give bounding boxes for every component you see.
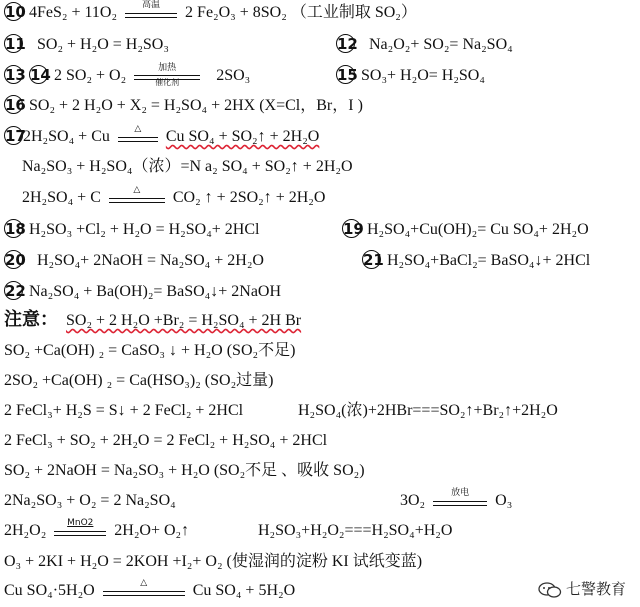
- number-badge-10: 10: [5, 3, 26, 21]
- number-badge-13: 13: [5, 66, 26, 84]
- equation-21: [362, 250, 590, 271]
- number-badge-14: 14: [30, 66, 51, 84]
- note-line-8: [4, 518, 190, 541]
- number-badge-18: 18: [5, 220, 26, 238]
- watermark: [538, 578, 626, 599]
- equation-17b: [22, 157, 353, 177]
- equation-18: [4, 219, 259, 240]
- equation-10-left: 4FeS₂ + 11O₂: [29, 4, 118, 21]
- note-equation-5: 2 FeCl₃ + SO₂ + 2H₂O = 2 FeCl₂ + H₂SO₄ + 2HCl: [4, 432, 328, 449]
- note-equation-6: SO₂ + 2NaOH = Na₂SO₃ + H₂O (SO₂不足 、吸收 SO₂): [4, 462, 365, 479]
- equation-17b-text: Na₂SO₃ + H₂SO₄（浓）=N a₂ SO₄ + SO₂↑ + 2H₂O: [22, 158, 353, 175]
- equation-20-text: H₂SO₄+ 2NaOH = Na₂SO₄ + 2H₂O: [37, 252, 264, 269]
- note-line-4: [4, 401, 243, 421]
- note-label: 注意：: [4, 309, 58, 329]
- condition-arrow: 高温: [123, 3, 179, 23]
- note-line-3: [4, 371, 273, 391]
- equation-17-right: Cu SO₄ + SO₂↑ + 2H₂O: [165, 128, 320, 145]
- note-equation-3: 2SO₂ +Ca(OH) ₂ = Ca(HSO₃)₂ (SO₂过量): [4, 372, 274, 389]
- equation-13-14: [4, 65, 250, 86]
- number-badge-21: 21: [363, 251, 384, 269]
- number-badge-19: 19: [343, 220, 364, 238]
- note-equation-1: SO₂ + 2 H₂O +Br₂ = H₂SO₄ + 2H Br: [66, 312, 302, 329]
- note-equation-4b: H₂SO₄(浓)+2HBr===SO₂↑+Br₂↑+2H₂O: [298, 402, 558, 419]
- note-equation-10-right: Cu SO₄ + 5H₂O: [192, 582, 296, 599]
- condition-arrow: △: [101, 581, 187, 601]
- watermark-text: 七警教育: [565, 580, 626, 598]
- equation-12: [336, 34, 513, 55]
- note-line-10: [4, 578, 296, 601]
- equation-15-text: SO₃+ H₂O= H₂SO₄: [361, 67, 485, 84]
- equation-12-text: Na₂O₂+ SO₂= Na₂SO₄: [369, 36, 513, 53]
- note-equation-8-right: 2H₂O+ O₂↑: [114, 522, 190, 539]
- equation-21-text: H₂SO₄+BaCl₂= BaSO₄↓+ 2HCl: [387, 252, 591, 269]
- note-equation-7b-left: 3O₂: [400, 492, 426, 509]
- equation-17c: [22, 185, 326, 208]
- number-badge-20: 20: [5, 251, 26, 269]
- note-line-6: [4, 461, 365, 481]
- equation-14-right: 2SO₃: [216, 67, 251, 84]
- equation-11: [4, 34, 169, 55]
- equation-10: [4, 2, 417, 23]
- equation-17: [4, 126, 319, 147]
- note-equation-8-left: 2H₂O₂: [4, 522, 47, 539]
- note-equation-10-left: Cu SO₄·5H₂O: [4, 582, 95, 599]
- note-line-2: [4, 341, 295, 361]
- equation-16: [4, 95, 363, 116]
- number-badge-16: 16: [5, 96, 26, 114]
- note-equation-8b: H₂SO₃+H₂O₂===H₂SO₄+H₂O: [258, 522, 453, 539]
- equation-17-left: 2H₂SO₄ + Cu: [23, 128, 110, 145]
- equation-15: [336, 65, 485, 86]
- note-line-7: [4, 491, 176, 511]
- condition-arrow: △: [116, 127, 160, 147]
- note-equation-2: SO₂ +Ca(OH) ₂ = CaSO₃ ↓ + H₂O (SO₂不足): [4, 342, 296, 359]
- equation-22: [4, 281, 281, 302]
- number-badge-17: 17: [5, 127, 26, 145]
- note-line-9: [4, 552, 422, 572]
- note-equation-7: 2Na₂SO₃ + O₂ = 2 Na₂SO₄: [4, 492, 176, 509]
- note-equation-9: O₃ + 2KI + H₂O = 2KOH +I₂+ O₂ (使湿润的淀粉 KI 试纸变蓝): [4, 553, 423, 570]
- equation-19-text: H₂SO₄+Cu(OH)₂= Cu SO₄+ 2H₂O: [367, 221, 589, 238]
- note-line-4b: [298, 401, 558, 421]
- note-equation-4: 2 FeCl₃+ H₂S = S↓ + 2 FeCl₂ + 2HCl: [4, 402, 244, 419]
- wechat-icon: [538, 582, 562, 598]
- equation-10-right: 2 Fe₂O₃ + 8SO₂ （工业制取 SO₂）: [185, 4, 417, 21]
- condition-arrow: MnO2: [52, 521, 108, 541]
- equation-20: [4, 250, 264, 271]
- equation-11-text: SO₂ + H₂O = H₂SO₃: [37, 36, 169, 53]
- note-line-5: [4, 431, 327, 451]
- number-badge-11: 11: [5, 35, 26, 53]
- equation-22-text: Na₂SO₄ + Ba(OH)₂= BaSO₄↓+ 2NaOH: [29, 283, 282, 300]
- condition-arrow: △: [107, 188, 167, 208]
- equation-18-text: H₂SO₃ +Cl₂ + H₂O = H₂SO₄+ 2HCl: [29, 221, 260, 238]
- equation-17c-left: 2H₂SO₄ + C: [22, 189, 101, 206]
- equation-17c-right: CO₂ ↑ + 2SO₂↑ + 2H₂O: [172, 189, 326, 206]
- equation-14-left: 2 SO₂ + O₂: [54, 67, 127, 84]
- note-equation-7b-right: O₃: [495, 492, 513, 509]
- number-badge-12: 12: [337, 35, 358, 53]
- equation-19: [342, 219, 589, 240]
- equation-16-text: SO₂ + 2 H₂O + X₂ = H₂SO₄ + 2HX (X=Cl，Br，I ): [29, 97, 363, 114]
- condition-arrow: 放电: [431, 491, 489, 511]
- number-badge-22: 22: [5, 282, 26, 300]
- note-line-8b: [258, 521, 452, 541]
- number-badge-15: 15: [337, 66, 358, 84]
- note-line-1: [4, 309, 301, 331]
- note-line-7b: [400, 488, 513, 511]
- condition-arrow: 加热 催化剂: [132, 66, 202, 86]
